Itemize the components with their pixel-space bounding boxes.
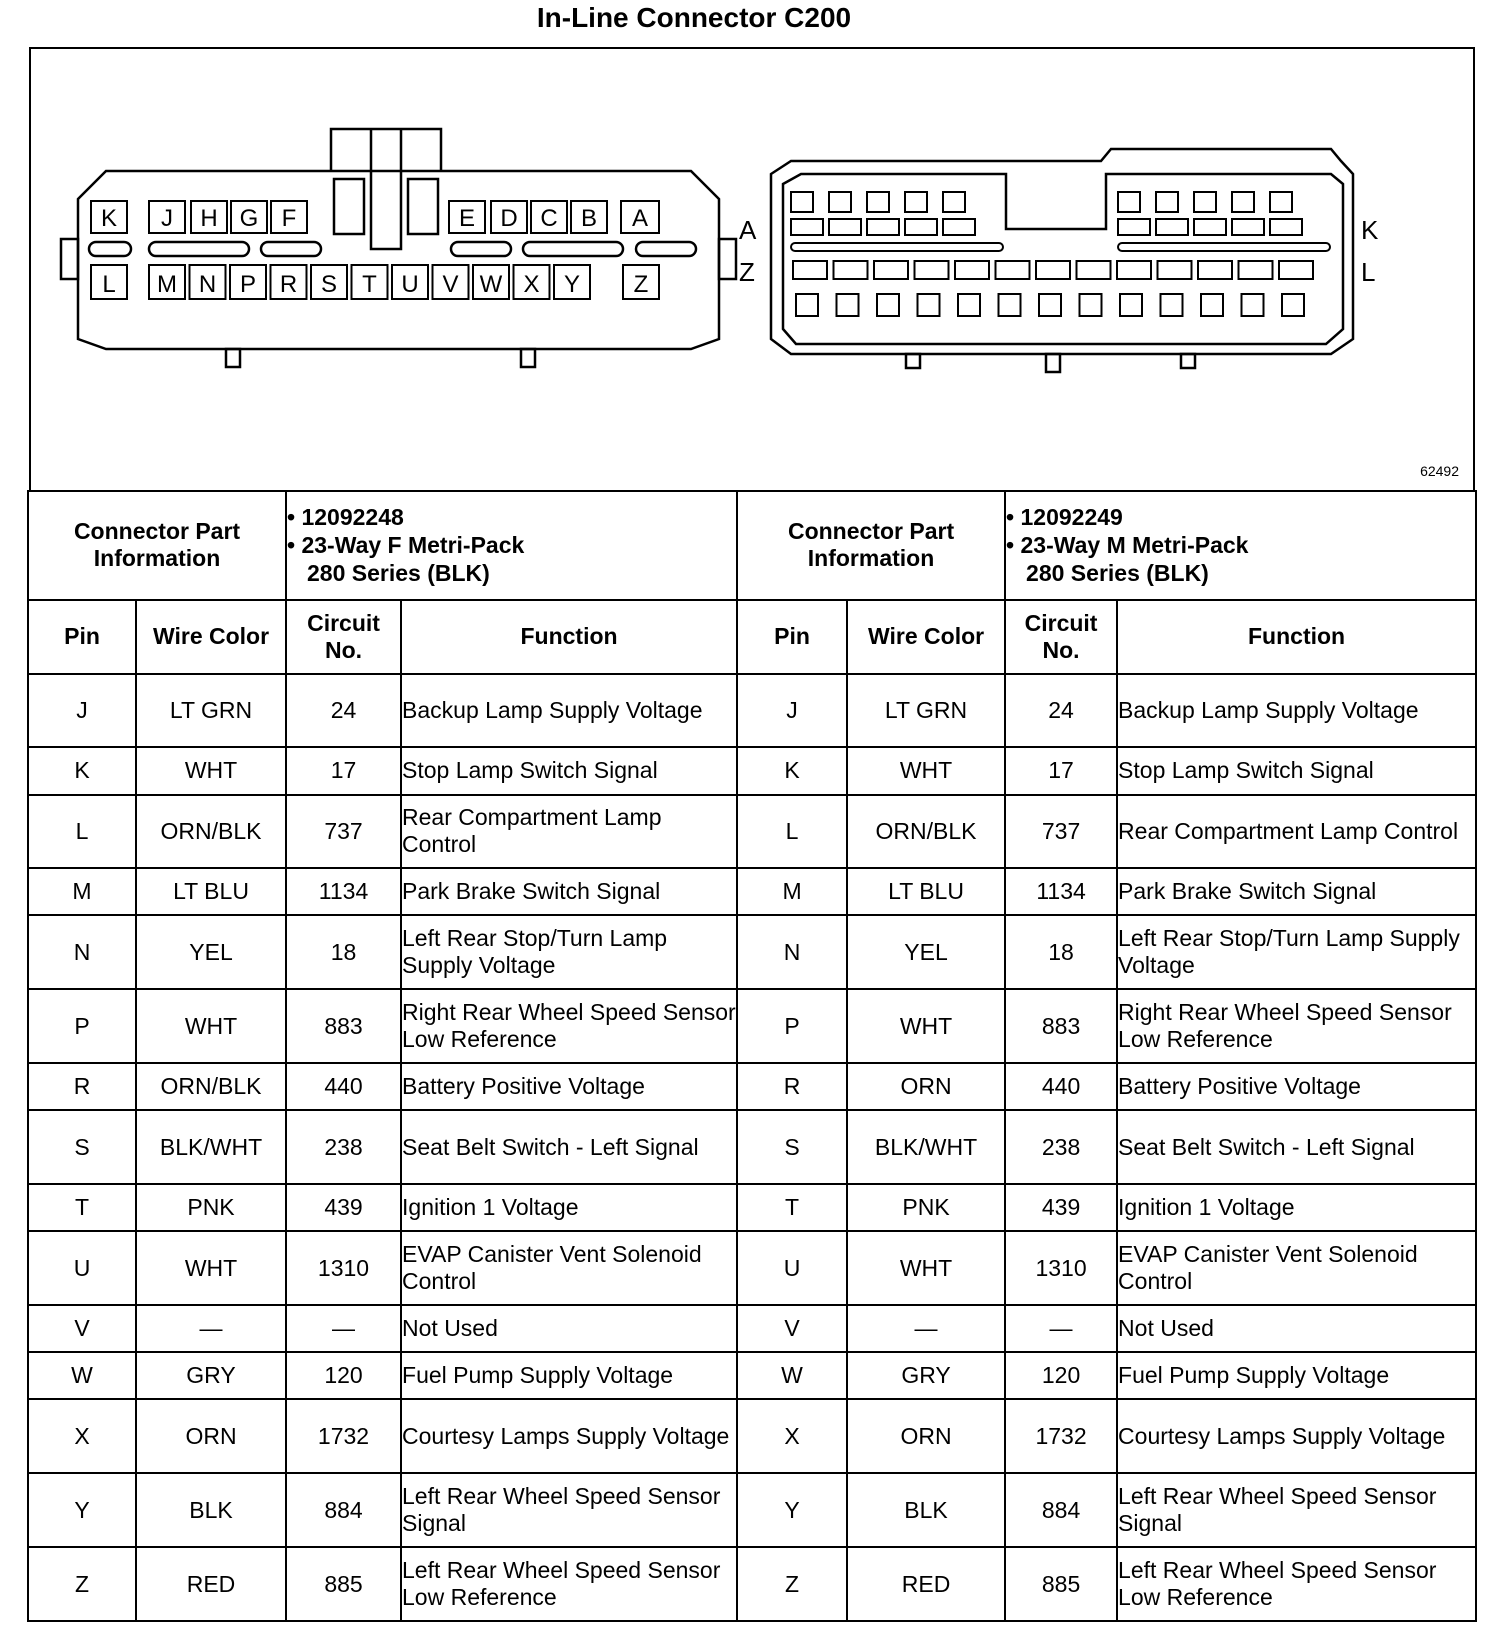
pin-cell: M: [28, 868, 136, 915]
figure-reference: 62492: [1420, 463, 1459, 479]
pin-cell: P: [28, 989, 136, 1063]
male-pin-cavity: [1118, 219, 1150, 235]
wire-color-cell: YEL: [847, 915, 1005, 989]
wire-color-cell: BLK/WHT: [847, 1110, 1005, 1184]
function-cell: Seat Belt Switch - Left Signal: [401, 1110, 737, 1184]
pin-label: G: [239, 205, 259, 232]
header-circuit-left: Circuit No.: [286, 600, 401, 674]
male-pin-cavity: [796, 294, 818, 316]
pin-cavity-bottom: [271, 265, 307, 299]
pin-cell: J: [28, 674, 136, 748]
pin-cell: X: [28, 1399, 136, 1473]
male-pin-cavity: [1232, 192, 1254, 212]
circuit-cell: 24: [286, 674, 401, 748]
circuit-cell: 1134: [1005, 868, 1117, 915]
male-pin-cavity: [943, 219, 975, 235]
function-cell: Backup Lamp Supply Voltage: [1117, 674, 1476, 748]
function-cell: Ignition 1 Voltage: [401, 1184, 737, 1231]
wire-color-cell: GRY: [136, 1352, 286, 1399]
wire-color-cell: RED: [136, 1547, 286, 1621]
pinout-table: [27, 490, 1477, 1622]
wire-color-cell: BLK: [847, 1473, 1005, 1547]
circuit-cell: 120: [286, 1352, 401, 1399]
table-row: [28, 989, 1476, 1063]
circuit-cell: 884: [1005, 1473, 1117, 1547]
table-row: [28, 1184, 1476, 1231]
pin-cell: U: [737, 1231, 847, 1305]
header-circuit-right: Circuit No.: [1005, 600, 1117, 674]
male-pin-cavity: [829, 219, 861, 235]
male-pin-cavity: [996, 261, 1030, 279]
function-cell: Battery Positive Voltage: [401, 1063, 737, 1110]
table-row: [28, 1473, 1476, 1547]
pin-label: Z: [633, 271, 649, 298]
function-cell: EVAP Canister Vent Solenoid Control: [401, 1231, 737, 1305]
pin-cell: L: [737, 795, 847, 869]
pin-cell: Z: [28, 1547, 136, 1621]
page-title: In-Line Connector C200: [536, 2, 852, 33]
pin-label: X: [523, 271, 540, 298]
male-pin-cavity: [905, 219, 937, 235]
part-info-label-right: Connector Part Information: [737, 491, 1005, 600]
pin-cell: N: [28, 915, 136, 989]
male-pin-cavity: [1270, 219, 1302, 235]
wire-color-cell: WHT: [847, 1231, 1005, 1305]
male-pin-cavity: [1156, 192, 1178, 212]
pin-cavity-bottom: [554, 265, 590, 299]
pin-cell: X: [737, 1399, 847, 1473]
pin-cell: L: [28, 795, 136, 869]
function-cell: EVAP Canister Vent Solenoid Control: [1117, 1231, 1476, 1305]
circuit-cell: 884: [286, 1473, 401, 1547]
pin-cell: N: [737, 915, 847, 989]
left-connector-key-a: [334, 179, 364, 234]
male-pin-cavity: [791, 192, 813, 212]
male-pin-cavity: [867, 192, 889, 212]
wire-color-cell: RED: [847, 1547, 1005, 1621]
pin-cavity-top: [531, 201, 567, 233]
function-cell: Left Rear Wheel Speed Sensor Signal: [1117, 1473, 1476, 1547]
function-cell: Left Rear Wheel Speed Sensor Low Reference: [1117, 1547, 1476, 1621]
part-number-right: 12092249: [1020, 504, 1123, 531]
wire-color-cell: ORN: [136, 1399, 286, 1473]
pin-cell: Y: [28, 1473, 136, 1547]
circuit-cell: 885: [286, 1547, 401, 1621]
label-z: Z: [739, 257, 755, 287]
male-pin-cavity: [1036, 261, 1070, 279]
pin-cell: R: [737, 1063, 847, 1110]
pin-label: W: [479, 271, 503, 298]
circuit-cell: 440: [286, 1063, 401, 1110]
circuit-cell: 885: [1005, 1547, 1117, 1621]
circuit-cell: 24: [1005, 674, 1117, 748]
circuit-cell: 17: [286, 747, 401, 794]
wire-color-cell: ORN/BLK: [136, 795, 286, 869]
pin-cavity-bottom: [623, 265, 659, 299]
male-pin-cavity: [915, 261, 949, 279]
table-row: [28, 795, 1476, 869]
pin-cavity-top: [91, 201, 127, 233]
header-function-right: Function: [1117, 600, 1476, 674]
male-pin-cavity: [1194, 192, 1216, 212]
pin-label: A: [631, 205, 649, 232]
pin-label: N: [198, 271, 217, 298]
pin-label: F: [281, 205, 297, 232]
circuit-cell: 1310: [286, 1231, 401, 1305]
circuit-cell: 1310: [1005, 1231, 1117, 1305]
male-pin-cavity: [1039, 294, 1061, 316]
pin-cell: Z: [737, 1547, 847, 1621]
wire-color-cell: BLK: [136, 1473, 286, 1547]
circuit-cell: 1134: [286, 868, 401, 915]
circuit-cell: —: [286, 1305, 401, 1352]
pin-cell: Y: [737, 1473, 847, 1547]
function-cell: Not Used: [401, 1305, 737, 1352]
part-info-label-left: Connector Part Information: [28, 491, 286, 600]
circuit-cell: 120: [1005, 1352, 1117, 1399]
pin-cavity-bottom: [433, 265, 469, 299]
pin-cell: V: [28, 1305, 136, 1352]
function-cell: Park Brake Switch Signal: [1117, 868, 1476, 915]
function-cell: Right Rear Wheel Speed Sensor Low Reference: [401, 989, 737, 1063]
wire-color-cell: ORN: [847, 1063, 1005, 1110]
table-row: [28, 1352, 1476, 1399]
male-pin-cavity: [918, 294, 940, 316]
wire-color-cell: ORN/BLK: [136, 1063, 286, 1110]
male-pin-cavity: [1239, 261, 1273, 279]
male-pin-cavity: [1198, 261, 1232, 279]
pin-cavity-bottom: [230, 265, 266, 299]
pin-cell: V: [737, 1305, 847, 1352]
part-desc-right-1: 23-Way M Metri-Pack: [1020, 532, 1249, 559]
label-k: K: [1361, 215, 1379, 245]
pin-label: K: [100, 205, 118, 232]
wire-color-cell: LT GRN: [136, 674, 286, 748]
circuit-cell: 238: [1005, 1110, 1117, 1184]
pin-label: U: [401, 271, 419, 298]
circuit-cell: 18: [286, 915, 401, 989]
part-info-row: [28, 491, 1476, 600]
table-row: [28, 1305, 1476, 1352]
function-cell: Stop Lamp Switch Signal: [1117, 747, 1476, 794]
part-desc-left-1: 23-Way F Metri-Pack: [301, 532, 525, 559]
male-pin-cavity: [1118, 192, 1140, 212]
connector-diagram: [29, 47, 1475, 490]
pin-label: M: [157, 271, 177, 298]
function-cell: Park Brake Switch Signal: [401, 868, 737, 915]
left-connector-key-b: [408, 179, 438, 234]
pin-cell: P: [737, 989, 847, 1063]
male-pin-cavity: [1282, 294, 1304, 316]
label-a: A: [739, 215, 757, 245]
male-pin-cavity: [793, 261, 827, 279]
part-number-left: 12092248: [301, 504, 404, 531]
part-info-right: • 12092249 • 23-Way M Metri-Pack 280 Series (BLK): [1005, 491, 1476, 600]
wire-color-cell: LT BLU: [847, 868, 1005, 915]
table-row: [28, 1547, 1476, 1621]
left-connector-latch-left: [61, 239, 78, 279]
wire-color-cell: WHT: [847, 989, 1005, 1063]
pin-cavity-top: [491, 201, 527, 233]
pin-cell: J: [737, 674, 847, 748]
wire-color-cell: ORN: [847, 1399, 1005, 1473]
function-cell: Fuel Pump Supply Voltage: [1117, 1352, 1476, 1399]
pin-cell: W: [737, 1352, 847, 1399]
male-pin-cavity: [1242, 294, 1264, 316]
wire-color-cell: —: [847, 1305, 1005, 1352]
male-pin-cavity: [829, 192, 851, 212]
pin-cavity-bottom: [91, 265, 127, 299]
circuit-cell: 439: [286, 1184, 401, 1231]
pin-label: T: [362, 271, 377, 298]
male-pin-cavity: [905, 192, 927, 212]
male-pin-cavity: [958, 294, 980, 316]
pin-cavity-bottom: [392, 265, 428, 299]
wire-color-cell: PNK: [847, 1184, 1005, 1231]
male-pin-cavity: [874, 261, 908, 279]
function-cell: Battery Positive Voltage: [1117, 1063, 1476, 1110]
pin-cavity-bottom: [352, 265, 388, 299]
male-pin-cavity: [1201, 294, 1223, 316]
circuit-cell: 883: [1005, 989, 1117, 1063]
circuit-cell: 238: [286, 1110, 401, 1184]
part-desc-left-2: 280 Series (BLK): [307, 560, 490, 587]
wire-color-cell: BLK/WHT: [136, 1110, 286, 1184]
function-cell: Seat Belt Switch - Left Signal: [1117, 1110, 1476, 1184]
pin-cell: S: [28, 1110, 136, 1184]
function-cell: Rear Compartment Lamp Control: [1117, 795, 1476, 869]
function-cell: Backup Lamp Supply Voltage: [401, 674, 737, 748]
pin-label: B: [580, 205, 598, 232]
wire-color-cell: WHT: [136, 989, 286, 1063]
pin-label: D: [500, 205, 518, 232]
function-cell: Rear Compartment Lamp Control: [401, 795, 737, 869]
pin-label: V: [442, 271, 459, 298]
pin-label: Y: [563, 271, 581, 298]
function-cell: Right Rear Wheel Speed Sensor Low Reference: [1117, 989, 1476, 1063]
header-pin-left: Pin: [28, 600, 136, 674]
label-l: L: [1361, 257, 1376, 287]
function-cell: Ignition 1 Voltage: [1117, 1184, 1476, 1231]
function-cell: Courtesy Lamps Supply Voltage: [401, 1399, 737, 1473]
wire-color-cell: GRY: [847, 1352, 1005, 1399]
pin-cavity-top: [191, 201, 227, 233]
left-connector-body: [78, 171, 719, 349]
table-row: [28, 674, 1476, 748]
pin-label: S: [320, 271, 338, 298]
connector-drawing: [31, 49, 1477, 492]
pin-cavity-top: [621, 201, 659, 233]
header-function-left: Function: [401, 600, 737, 674]
circuit-cell: 439: [1005, 1184, 1117, 1231]
pin-cavity-bottom: [473, 265, 509, 299]
header-wire-color-left: Wire Color: [136, 600, 286, 674]
table-row: [28, 868, 1476, 915]
male-pin-cavity: [1117, 261, 1151, 279]
pin-cell: U: [28, 1231, 136, 1305]
male-pin-cavity: [791, 219, 823, 235]
pin-cell: S: [737, 1110, 847, 1184]
circuit-cell: 883: [286, 989, 401, 1063]
function-cell: Fuel Pump Supply Voltage: [401, 1352, 737, 1399]
pin-label: J: [161, 205, 173, 232]
pin-cavity-bottom: [149, 265, 185, 299]
pin-cell: T: [28, 1184, 136, 1231]
wire-color-cell: ORN/BLK: [847, 795, 1005, 869]
male-pin-cavity: [943, 192, 965, 212]
header-pin-right: Pin: [737, 600, 847, 674]
left-connector-latch-right: [719, 239, 736, 279]
pin-cavity-bottom: [514, 265, 550, 299]
male-pin-cavity: [877, 294, 899, 316]
circuit-cell: 17: [1005, 747, 1117, 794]
function-cell: Left Rear Wheel Speed Sensor Signal: [401, 1473, 737, 1547]
pin-label: C: [540, 205, 558, 232]
male-divider: [791, 243, 1003, 251]
male-pin-cavity: [1080, 294, 1102, 316]
pin-cavity-top: [449, 201, 485, 233]
circuit-cell: —: [1005, 1305, 1117, 1352]
pin-label: L: [102, 271, 116, 298]
pin-cavity-bottom: [190, 265, 226, 299]
pin-cavity-top: [571, 201, 607, 233]
pin-cell: R: [28, 1063, 136, 1110]
pin-label: E: [458, 205, 476, 232]
function-cell: Left Rear Wheel Speed Sensor Low Reference: [401, 1547, 737, 1621]
pin-cavity-bottom: [311, 265, 347, 299]
pin-cell: W: [28, 1352, 136, 1399]
table-row: [28, 1399, 1476, 1473]
pin-cavity-top: [149, 201, 185, 233]
header-row: [28, 600, 1476, 674]
function-cell: Left Rear Stop/Turn Lamp Supply Voltage: [401, 915, 737, 989]
circuit-cell: 440: [1005, 1063, 1117, 1110]
male-pin-cavity: [1279, 261, 1313, 279]
wire-color-cell: WHT: [136, 747, 286, 794]
function-cell: Not Used: [1117, 1305, 1476, 1352]
pin-label: H: [200, 205, 218, 232]
circuit-cell: 737: [286, 795, 401, 869]
male-pin-cavity: [867, 219, 899, 235]
table-row: [28, 747, 1476, 794]
table-row: [28, 1110, 1476, 1184]
part-desc-right-2: 280 Series (BLK): [1026, 560, 1209, 587]
male-pin-cavity: [1232, 219, 1264, 235]
header-wire-color-right: Wire Color: [847, 600, 1005, 674]
male-pin-cavity: [1158, 261, 1192, 279]
function-cell: Courtesy Lamps Supply Voltage: [1117, 1399, 1476, 1473]
male-pin-cavity: [999, 294, 1021, 316]
pin-label: R: [279, 271, 298, 298]
pin-cell: K: [28, 747, 136, 794]
male-pin-cavity: [834, 261, 868, 279]
left-connector-t-lock: [331, 129, 441, 249]
male-pin-cavity: [1077, 261, 1111, 279]
table-row: [28, 1063, 1476, 1110]
table-row: [28, 915, 1476, 989]
function-cell: Stop Lamp Switch Signal: [401, 747, 737, 794]
function-cell: Left Rear Stop/Turn Lamp Supply Voltage: [1117, 915, 1476, 989]
circuit-cell: 737: [1005, 795, 1117, 869]
table-row: [28, 1231, 1476, 1305]
male-pin-cavity: [1156, 219, 1188, 235]
wire-color-cell: WHT: [847, 747, 1005, 794]
male-pin-cavity: [1161, 294, 1183, 316]
circuit-cell: 1732: [286, 1399, 401, 1473]
wire-color-cell: —: [136, 1305, 286, 1352]
wire-color-cell: YEL: [136, 915, 286, 989]
circuit-cell: 1732: [1005, 1399, 1117, 1473]
part-info-left: • 12092248 • 23-Way F Metri-Pack 280 Series (BLK): [286, 491, 737, 600]
wire-color-cell: WHT: [136, 1231, 286, 1305]
male-pin-cavity: [837, 294, 859, 316]
male-pin-cavity: [1270, 192, 1292, 212]
pin-cell: K: [737, 747, 847, 794]
pin-cell: M: [737, 868, 847, 915]
circuit-cell: 18: [1005, 915, 1117, 989]
male-pin-cavity: [1194, 219, 1226, 235]
pin-cavity-top: [271, 201, 307, 233]
pin-label: P: [239, 271, 257, 298]
male-divider: [1118, 243, 1330, 251]
wire-color-cell: LT BLU: [136, 868, 286, 915]
male-pin-cavity: [1120, 294, 1142, 316]
wire-color-cell: PNK: [136, 1184, 286, 1231]
pin-cavity-top: [231, 201, 267, 233]
male-pin-cavity: [955, 261, 989, 279]
wire-color-cell: LT GRN: [847, 674, 1005, 748]
pin-cell: T: [737, 1184, 847, 1231]
